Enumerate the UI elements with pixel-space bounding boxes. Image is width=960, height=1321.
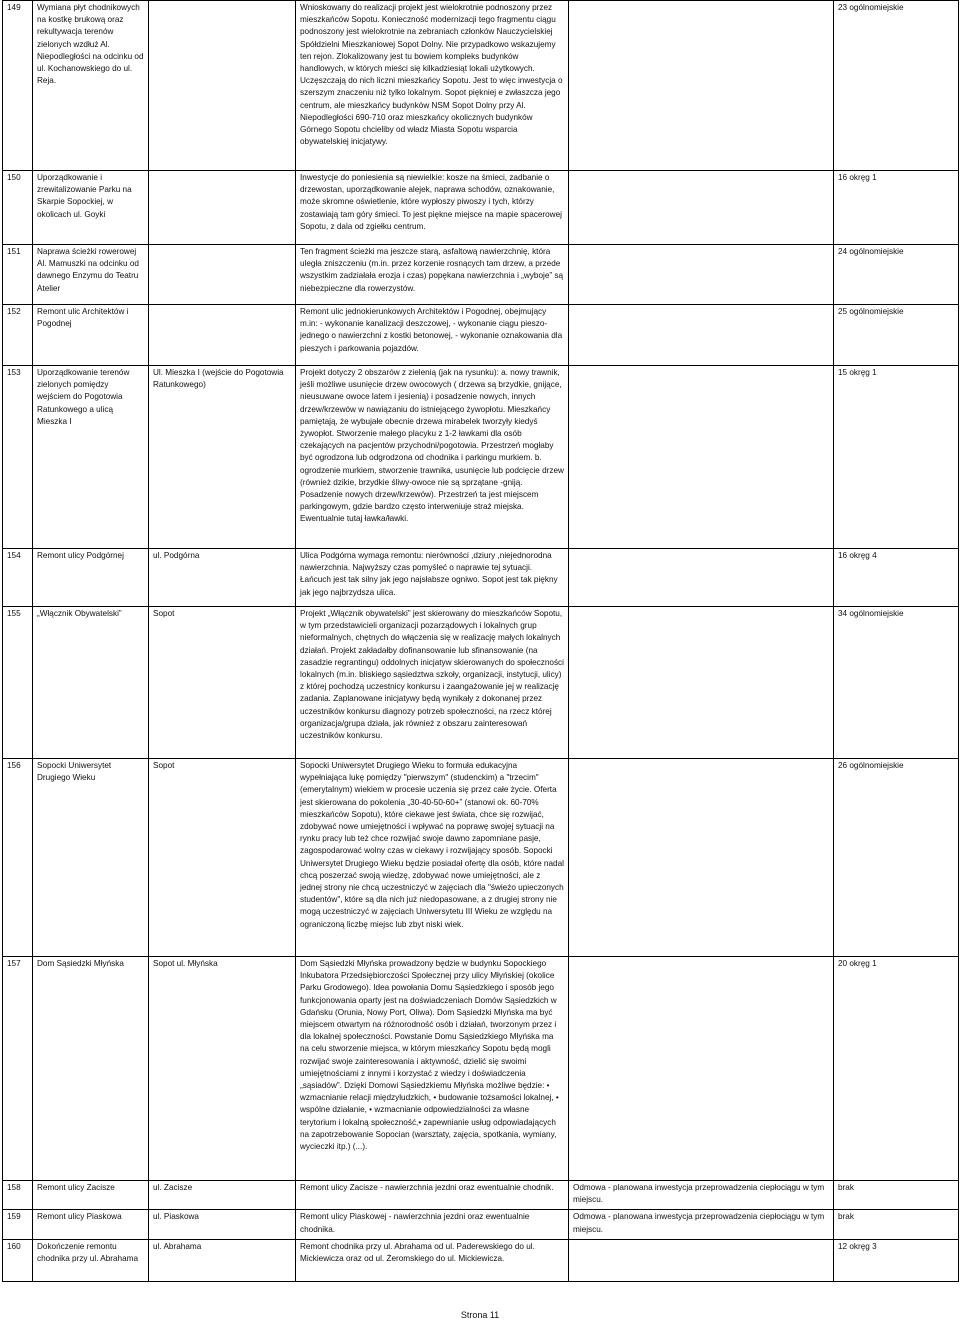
project-title: Naprawa ścieżki rowerowej Al. Mamuszki na odcinku od dawnego Enzymu do Teatru Atelier: [33, 245, 149, 305]
project-description: Remont ulicy Piaskowej - nawierzchnia jezdni oraz ewentualnie chodnika.: [296, 1210, 569, 1239]
table-row: [3, 759, 959, 957]
project-description: Ulica Podgórna wymaga remontu: nierówności ,dziury ,niejednorodna nawierzchnia. Najwyższy czas pomyśleć o naprawie tej sytuacji. Łańcuch jest tak silny jak jego najsłabsze ogniwo. Sopot jest tak piękny jak jego najbrzydsza ulica.: [296, 549, 569, 607]
table-row: [3, 171, 959, 245]
project-note: [569, 759, 834, 957]
project-title: Remont ulic Architektów i Pogodnej: [33, 305, 149, 366]
table-row: [3, 1181, 959, 1210]
project-note: Odmowa - planowana inwestycja przeprowadzenia ciepłociągu w tym miejscu.: [569, 1210, 834, 1239]
table-row: [3, 1210, 959, 1239]
row-number: 152: [3, 305, 33, 366]
table-row: [3, 366, 959, 549]
page-footer: [0, 1309, 960, 1321]
project-title: Uporządkowanie i zrewitalizowanie Parku na Skarpie Sopockiej, w okolicach ul. Goyki: [33, 171, 149, 245]
project-location: Sopot: [149, 607, 296, 759]
row-number: 149: [3, 1, 33, 171]
project-location: [149, 305, 296, 366]
project-note: [569, 366, 834, 549]
project-location: ul. Podgórna: [149, 549, 296, 607]
project-district: 12 okręg 3: [834, 1239, 959, 1281]
project-note: [569, 1, 834, 171]
project-description: Wnioskowany do realizacji projekt jest wielokrotnie podnoszony przez mieszkańców Sopotu. Konieczność modernizacji tego fragmentu ciągu podnoszony jest wielokrotnie na zebraniach członków Nauczycielskiej Spółdzielni Mieszkaniowej Sopot Dolny. Nie przypadkowo wskazujemy ten rejon. Zlokalizowany jest tu bowiem kompleks budynków handlowych, w których mieści się kilkadziesiąt lokali użytkowych. Uczęszczają do nich liczni mieszkańcy Sopotu. Jest to więc inwestycja o szerszym znaczeniu niż tylko lokalnym. Sopot piękniej e zwłaszcza jego centrum, ale mieszkańcy budynków NSM Sopot Dolny przy Al. Niepodległości 690-710 oraz mieszkańcy okolicznych budynków Górnego Sopotu chcieliby od władz Miasta Sopotu wsparcia obywatelskiej inicjatywy.: [296, 1, 569, 171]
project-note: [569, 305, 834, 366]
project-location: [149, 245, 296, 305]
row-number: 157: [3, 957, 33, 1181]
project-note: [569, 549, 834, 607]
project-title: „Włącznik Obywatelski”: [33, 607, 149, 759]
project-note: [569, 957, 834, 1181]
project-description: Ten fragment ścieżki ma jeszcze starą, asfaltową nawierzchnię, która uległa zniszczeniu (m.in. przez korzenie rosnących tam drzew, a przede wszystkim zadziałała erozja i czas) popękana nawierzchnia i „wyboje” są niebezpieczne dla rowerzystów.: [296, 245, 569, 305]
project-district: 15 okręg 1: [834, 366, 959, 549]
project-note: [569, 245, 834, 305]
project-title: Uporządkowanie terenów zielonych pomiędzy wejściem do Pogotowia Ratunkowego a ulicą Mieszka I: [33, 366, 149, 549]
project-note: [569, 171, 834, 245]
table-row: [3, 549, 959, 607]
row-number: 160: [3, 1239, 33, 1281]
project-description: Inwestycje do poniesienia są niewielkie: kosze na śmieci, zadbanie o drzewostan, uporządkowanie alejek, naprawa schodów, oznakowanie, może skromne oświetlenie, które wypłoszy piwoszy i tych, którzy zostawiają tam góry śmieci. To jest piękne miejsce na mapie spacerowej Sopotu, z dala od zgiełku centrum.: [296, 171, 569, 245]
project-location: [149, 171, 296, 245]
row-number: 159: [3, 1210, 33, 1239]
project-title: Remont ulicy Piaskowa: [33, 1210, 149, 1239]
row-number: 158: [3, 1181, 33, 1210]
project-location: Sopot: [149, 759, 296, 957]
table-row: [3, 1239, 959, 1281]
projects-table: [2, 0, 959, 1282]
project-description: Projekt „Włącznik obywatelski” jest skierowany do mieszkańców Sopotu, w tym przedstawicieli organizacji pozarządowych i lokalnych grup nieformalnych, chętnych do włączenia się w realizację małych lokalnych działań. Projekt zakładałby dofinansowanie lub sfinansowanie (na zasadzie regrantingu) oddolnych inicjatyw skierowanych do społeczności lokalnych (m.in. bliskiego sąsiedztwa szkoły, organizacji, instytucji, ulicy) z której pochodzą uczestnicy konkursu i zaangażowanie jej w realizację zadania. Zaplanowane inicjatywy będą wynikały z dokonanej przez uczestników konkursu diagnozy potrzeb społeczności, na rzecz której organizacja/grupa działa, jak również z obszaru zainteresowań uczestników konkursu.: [296, 607, 569, 759]
project-title: Remont ulicy Podgórnej: [33, 549, 149, 607]
project-district: 16 okręg 4: [834, 549, 959, 607]
project-district: 16 okręg 1: [834, 171, 959, 245]
table-row: [3, 245, 959, 305]
project-description: Dom Sąsiedzki Młyńska prowadzony będzie w budynku Sopockiego Inkubatora Przedsiębiorczości Społecznej przy ulicy Młyńskiej (okolice Parku Grodowego). Idea powołania Domu Sąsiedzkiego i sposób jego funkcjonowania oparty jest na doświadczeniach Domów Sąsiedzkich w Gdańsku (Orunia, Nowy Port, Oliwa). Dom Sąsiedzki Młyńska ma być miejscem otwartym na różnorodność osób i działań, tworzonym przez i dla lokalnej społeczności. Powstanie Domu Sąsiedzkiego Młyńska ma na celu stworzenie miejsca, w którym mieszkańcy Sopotu będą mogli rozwijać swoje zainteresowania i aktywność, dzielić się swoimi umiejętnościami z innymi i korzystać z wiedzy i doświadczenia „sąsiadów”. Dzięki Domowi Sąsiedzkiemu Młyńska możliwe będzie: • wzmacnianie relacji międzyludzkich, • budowanie tożsamości lokalnej, • wspólne działanie, • wzmacnianie odpowiedzialności za własne terytorium i lokalną społeczność,• zapewnianie usług odpowiadających na zapotrzebowanie Sopocian (warsztaty, zajęcia, spotkania, wymiany, wycieczki itp.) (...).: [296, 957, 569, 1181]
project-description: Remont ulic jednokierunkowych Architektów i Pogodnej, obejmujący m.in: - wykonanie kanalizacji deszczowej, - wykonanie ciągu pieszo-jednego o nawierzchni z kostki betonowej, - wykonanie oznakowania dla pieszych i parkowania pojazdów.: [296, 305, 569, 366]
project-location: ul. Piaskowa: [149, 1210, 296, 1239]
row-number: 151: [3, 245, 33, 305]
project-description: Projekt dotyczy 2 obszarów z zielenią (jak na rysunku): a. nowy trawnik, jeśli możliwe usunięcie drzew owocowych ( drzewa są brzydkie, gnijące, nieusuwane owoce latem i jesienią) i posadzenie nowych, innych drzew/krzewów w nawiązaniu do istniejącego żywopłotu. Mieszkańcy pamiętają, że wybujałe obecnie drzewa mirabelek tworzyły kiedyś żywopłot. Stworzenie małego placyku z 1-2 ławkami dla osób czekających na pacjentów przychodni/pogotowia. Przestrzeń mogłaby być ogrodzona lub odgrodzona od chodnika i parkingu murkiem. b. ogrodzenie murkiem, stworzenie trawnika, usunięcie lub podcięcie drzew (również dzikie, brzydkie śliwy-owoce nie są sprzątane -gniją. Posadzenie nowych drzew/krzewów). Przestrzeń ta jest miejscem parkingowym, gdzie bardzo często interweniuje straż miejska. Ewentualnie tutaj ławka/ławki.: [296, 366, 569, 549]
project-district: 24 ogólnomiejskie: [834, 245, 959, 305]
table-row: [3, 607, 959, 759]
project-note: [569, 607, 834, 759]
project-location: Ul. Mieszka I (wejście do Pogotowia Ratunkowego): [149, 366, 296, 549]
row-number: 154: [3, 549, 33, 607]
table-row: [3, 1, 959, 171]
project-district: 23 ogólnomiejskie: [834, 1, 959, 171]
table-row: [3, 305, 959, 366]
project-district: 26 ogólnomiejskie: [834, 759, 959, 957]
project-note: Odmowa - planowana inwestycja przeprowadzenia ciepłociągu w tym miejscu.: [569, 1181, 834, 1210]
project-location: [149, 1, 296, 171]
project-description: Sopocki Uniwersytet Drugiego Wieku to formuła edukacyjna wypełniająca lukę pomiędzy "pierwszym" (studenckim) a "trzecim" (emerytalnym) wiekiem w procesie uczenia się przez całe życie. Oferta jest skierowana do pokolenia „30-40-50-60+” (stanowi ok. 60-70% mieszkańców Sopotu), które ciekawe jest świata, chce się rozwijać, zdobywać nowe umiejętności i wpływać na poprawę swojej sytuacji na rynku pracy lub też chce rozwijać swoje dawno zapomniane pasje, zagospodarować wolny czas w ciekawy i rozwijający sposób. Sopocki Uniwersytet Drugiego Wieku będzie posiadał ofertę dla osób, które nadal chcą poszerzać swoją wiedzę, zdobywać nowe umiejętności, ale z jednej strony nie chcą uczestniczyć w zajęciach dla "świeżo upieczonych studentów", które są dla nich już niedopasowane, a z drugiej strony nie mogą uczestniczyć w zajęciach Uniwersytetu III Wieku ze względu na ograniczoną liczbę miejsc lub zbyt niski wiek.: [296, 759, 569, 957]
row-number: 155: [3, 607, 33, 759]
page-number: Strona 11: [460, 1310, 500, 1320]
row-number: 156: [3, 759, 33, 957]
project-title: Remont ulicy Zacisze: [33, 1181, 149, 1210]
project-title: Dom Sąsiedzki Młyńska: [33, 957, 149, 1181]
project-description: Remont chodnika przy ul. Abrahama od ul. Paderewskiego do ul. Mickiewicza oraz od ul. Żeromskiego do ul. Mickiewicza.: [296, 1239, 569, 1281]
project-description: Remont ulicy Zacisze - nawierzchnia jezdni oraz ewentualnie chodnik.: [296, 1181, 569, 1210]
row-number: 153: [3, 366, 33, 549]
project-district: 34 ogólnomiejskie: [834, 607, 959, 759]
project-location: Sopot ul. Młyńska: [149, 957, 296, 1181]
project-location: ul. Abrahama: [149, 1239, 296, 1281]
project-title: Wymiana płyt chodnikowych na kostkę brukową oraz rekultywacja terenów zielonych wzdłuż Al. Niepodległości na odcinku od ul. Kochanowskiego do ul. Reja.: [33, 1, 149, 171]
table-row: [3, 957, 959, 1181]
project-title: Sopocki Uniwersytet Drugiego Wieku: [33, 759, 149, 957]
project-note: [569, 1239, 834, 1281]
project-district: brak: [834, 1181, 959, 1210]
project-title: Dokończenie remontu chodnika przy ul. Abrahama: [33, 1239, 149, 1281]
project-location: ul. Zacisze: [149, 1181, 296, 1210]
project-district: brak: [834, 1210, 959, 1239]
row-number: 150: [3, 171, 33, 245]
project-district: 25 ogólnomiejskie: [834, 305, 959, 366]
project-district: 20 okręg 1: [834, 957, 959, 1181]
